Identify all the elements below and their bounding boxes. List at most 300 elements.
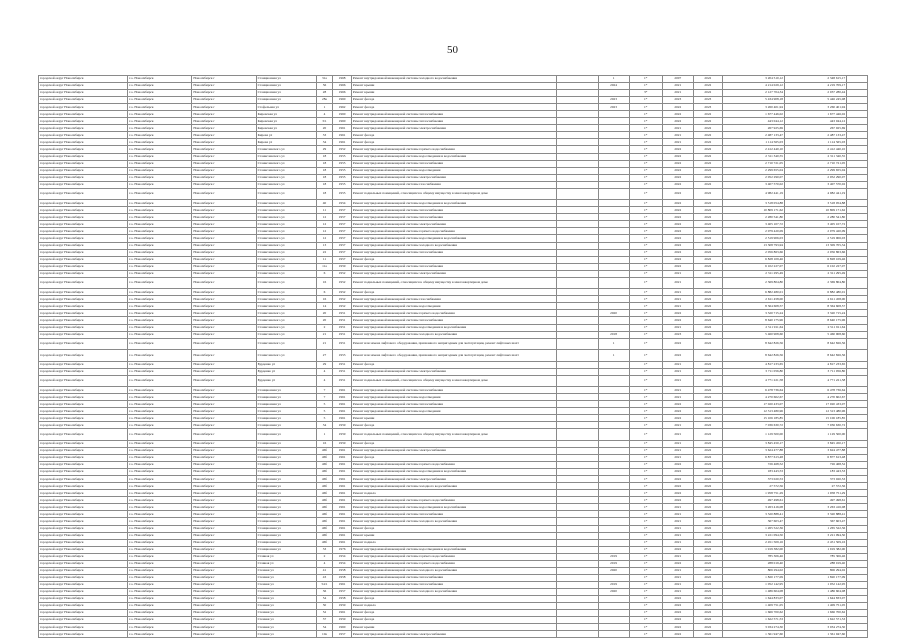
table-cell: Ремонт фасада [351, 617, 556, 624]
table-cell: городской округ Новосибирск [39, 581, 128, 588]
table-cell [598, 139, 629, 146]
table-cell: 2022 [693, 200, 722, 207]
table-cell-empty [847, 455, 868, 462]
table-cell: 1* [629, 553, 662, 560]
table-cell [557, 532, 598, 539]
table-cell: г.о. Новосибирск [128, 429, 192, 441]
table-cell-empty [847, 200, 868, 207]
table-cell: 2 369 804,80 [722, 277, 784, 289]
table-cell: 1 [598, 338, 629, 350]
table-cell: Ремонт внутридомовой инженерной системы водоотведения и водоснабжения [351, 546, 556, 553]
table-cell: Новосибирск г [192, 462, 256, 469]
table-row [39, 303, 868, 310]
table-cell: городской округ Новосибирск [39, 139, 128, 146]
table-cell: Станционная ул [256, 387, 316, 394]
table-cell: 11а [316, 263, 333, 270]
table-cell: 1* [629, 511, 662, 518]
table-cell [557, 228, 598, 235]
table-cell: Ремонт внутридомовой инженерной системы теплоснабжения [351, 214, 556, 221]
table-row [39, 338, 868, 350]
table-cell: 2022 [662, 624, 693, 631]
table-cell: Станиславского ул [256, 303, 316, 310]
table-cell [598, 303, 629, 310]
table-cell: г.о. Новосибирск [128, 476, 192, 483]
table-cell: Ремонт внутридомовой инженерной системы горячего водоснабжения [351, 228, 556, 235]
table-cell: 50 [316, 603, 333, 610]
table-cell: 2022 [662, 317, 693, 324]
table-row [39, 574, 868, 581]
table-cell: 1958 [333, 574, 352, 581]
table-cell: Ремонт внутридомовой инженерной системы газоснабжения [351, 181, 556, 188]
table-cell: г.о. Новосибирск [128, 462, 192, 469]
table-cell: 1957 [333, 249, 352, 256]
table-cell: Новосибирск г [192, 518, 256, 525]
table-cell: городской округ Новосибирск [39, 504, 128, 511]
table-cell: 3 221 094,50 [784, 532, 846, 539]
table-cell: Станционная ул [256, 476, 316, 483]
table-cell: 2 412 440,10 [784, 146, 846, 153]
table-cell: Новосибирск г [192, 228, 256, 235]
table-cell: 1* [629, 104, 662, 111]
table-cell-empty [847, 394, 868, 401]
table-cell: Ремонт подвальных помещений, относящихся к общему имуществу в многоквартирном доме [351, 277, 556, 289]
table-cell: Новосибирск г [192, 483, 256, 490]
table-cell: 2022 [662, 603, 693, 610]
table-cell [598, 525, 629, 532]
table-cell: 1 919 382,00 [784, 546, 846, 553]
table-cell: 13 308 793,94 [722, 242, 784, 249]
table-cell [598, 539, 629, 546]
table-cell: 2022 [693, 139, 722, 146]
table-cell: 2022 [693, 440, 722, 447]
table-cell: 2022 [662, 350, 693, 362]
table-cell: 1961 [333, 483, 352, 490]
table-cell: 1* [629, 440, 662, 447]
table-cell: 8 640 175,96 [784, 317, 846, 324]
table-cell: 1961 [333, 394, 352, 401]
table-cell: Ремонт внутридомовой инженерной системы горячего водоснабжения [351, 560, 556, 567]
table-cell: Стофельная ул [256, 104, 316, 111]
table-cell: 4 270 602,67 [784, 394, 846, 401]
table-cell: г.о. Новосибирск [128, 497, 192, 504]
table-cell: 2 451 509,16 [784, 539, 846, 546]
table-row [39, 617, 868, 624]
table-cell: городской округ Новосибирск [39, 324, 128, 331]
table-cell: городской округ Новосибирск [39, 603, 128, 610]
table-cell: 267 925,69 [722, 125, 784, 132]
table-cell: 1961 [333, 518, 352, 525]
table-cell: 2023 [598, 97, 629, 104]
table-cell: 1955 [333, 174, 352, 181]
table-cell: 6 478 736,64 [784, 387, 846, 394]
table-row [39, 174, 868, 181]
table-cell-empty [847, 188, 868, 200]
table-cell [557, 617, 598, 624]
table-row [39, 422, 868, 429]
table-cell: г.о. Новосибирск [128, 242, 192, 249]
table-cell: 13 [316, 242, 333, 249]
table-cell: 6 877 613,48 [784, 455, 846, 462]
table-cell: г.о. Новосибирск [128, 401, 192, 408]
table-cell: 1 129 500,00 [784, 429, 846, 441]
table-cell: 2022 [693, 448, 722, 455]
table-cell: городской округ Новосибирск [39, 532, 128, 539]
table-cell: 2022 [693, 532, 722, 539]
table-cell: 1 052 142,95 [784, 581, 846, 588]
table-cell: 2022 [662, 153, 693, 160]
table-cell: городской округ Новосибирск [39, 455, 128, 462]
table-cell [557, 214, 598, 221]
table-row [39, 504, 868, 511]
table-cell [598, 532, 629, 539]
table-cell [598, 153, 629, 160]
table-cell: Ремонт внутридомовой инженерной системы теплоснабжения [351, 317, 556, 324]
table-cell: 2022 [693, 631, 722, 638]
table-cell [598, 249, 629, 256]
table-cell: городской округ Новосибирск [39, 296, 128, 303]
table-cell: 1* [629, 331, 662, 338]
table-cell-empty [847, 317, 868, 324]
table-cell [598, 490, 629, 497]
table-row [39, 350, 868, 362]
table-cell [598, 174, 629, 181]
table-cell: г.о. Новосибирск [128, 539, 192, 546]
table-cell: 2022 [662, 338, 693, 350]
table-cell: 2 412 440,10 [722, 146, 784, 153]
table-cell: 2022 [693, 361, 722, 368]
table-cell: 726 468,52 [784, 462, 846, 469]
table-cell: 1 644 833,07 [784, 596, 846, 603]
table-cell: 18 [316, 181, 333, 188]
table-cell: городской округ Новосибирск [39, 375, 128, 387]
table-cell: 1* [629, 448, 662, 455]
table-cell: Станиславского ул [256, 167, 316, 174]
table-cell: Стенная ул [256, 567, 316, 574]
table-cell: 1 409 751,05 [722, 603, 784, 610]
table-row [39, 455, 868, 462]
table-cell: Станционная ул [256, 462, 316, 469]
table-cell: 2 056 863,66 [784, 249, 846, 256]
table-cell: 11 [316, 256, 333, 263]
table-cell [557, 153, 598, 160]
table-cell: 46б [316, 448, 333, 455]
table-cell-empty [847, 338, 868, 350]
table-cell [557, 394, 598, 401]
table-cell: Ремонт внутридомовой инженерной системы теплоснабжения [351, 160, 556, 167]
table-cell: Ремонт внутридомовой инженерной системы водоотведения [351, 167, 556, 174]
table-cell: городской округ Новосибирск [39, 118, 128, 125]
table-cell: 1955 [333, 188, 352, 200]
table-cell-empty [847, 118, 868, 125]
table-cell: Ремонт внутридомовой инженерной системы электроснабжения [351, 631, 556, 638]
table-row [39, 490, 868, 497]
table-cell: Ремонт фасада [351, 139, 556, 146]
table-cell: 2023 [693, 104, 722, 111]
table-cell: 3 624 477,88 [784, 448, 846, 455]
table-cell: 3 845 450,17 [722, 440, 784, 447]
table-cell: г.о. Новосибирск [128, 153, 192, 160]
table-cell: 8 642 826,56 [784, 350, 846, 362]
table-cell: Станционная ул [256, 546, 316, 553]
table-cell: 1955 [333, 181, 352, 188]
table-cell: г.о. Новосибирск [128, 235, 192, 242]
table-cell [598, 167, 629, 174]
table-cell: 2022 [662, 118, 693, 125]
table-cell [557, 546, 598, 553]
table-row [39, 546, 868, 553]
table-row [39, 263, 868, 270]
table-cell [557, 581, 598, 588]
table-cell: Ремонт внутридомовой инженерной системы холодного водоснабжения [351, 331, 556, 338]
table-cell: городской округ Новосибирск [39, 617, 128, 624]
table-cell: 1* [629, 476, 662, 483]
table-cell: 2021 [662, 553, 693, 560]
table-cell: Новосибирск г [192, 296, 256, 303]
table-cell: Ремонт внутридомовой инженерной системы водоотведения и водоснабжения [351, 153, 556, 160]
table-cell: 1* [629, 228, 662, 235]
table-cell: Новосибирск г [192, 125, 256, 132]
table-cell-empty [847, 76, 868, 83]
table-cell: 5 [316, 415, 333, 422]
table-cell: 1961 [333, 610, 352, 617]
table-cell: 10 809 171,62 [722, 207, 784, 214]
table-cell: 1* [629, 610, 662, 617]
table-cell [557, 440, 598, 447]
table-cell: 2022 [693, 610, 722, 617]
table-cell: г.о. Новосибирск [128, 504, 192, 511]
table-cell: 1957 [333, 221, 352, 228]
table-row [39, 581, 868, 588]
table-cell: 2022 [693, 317, 722, 324]
table-cell: городской округ Новосибирск [39, 394, 128, 401]
table-cell: 2022 [693, 270, 722, 277]
table-cell: 12 [316, 214, 333, 221]
table-cell: 1* [629, 490, 662, 497]
table-cell: 1961 [333, 448, 352, 455]
table-cell: Новосибирск г [192, 111, 256, 118]
table-cell: 18 [316, 174, 333, 181]
table-cell: 2022 [662, 408, 693, 415]
table-cell: Станционная ул [256, 483, 316, 490]
table-cell-empty [847, 132, 868, 139]
table-cell [598, 235, 629, 242]
table-cell: 1961 [333, 497, 352, 504]
table-cell [557, 256, 598, 263]
table-row [39, 111, 868, 118]
table-cell: Станиславского ул [256, 270, 316, 277]
table-cell: 6 102 227,07 [784, 263, 846, 270]
table-cell [598, 228, 629, 235]
table-cell: Ремонт крыши [351, 90, 556, 97]
table-cell: Ремонт подвальных помещений, относящихся к общему имуществу в многоквартирном доме [351, 188, 556, 200]
table-cell: г.о. Новосибирск [128, 317, 192, 324]
table-cell-empty [847, 228, 868, 235]
table-cell: 2022 [693, 511, 722, 518]
table-cell: Новосибирск г [192, 539, 256, 546]
table-cell: Станиславского ул [256, 146, 316, 153]
table-cell: 54 [316, 624, 333, 631]
table-cell: Стенная ул [256, 574, 316, 581]
table-cell: Станционная ул [256, 401, 316, 408]
table-row [39, 331, 868, 338]
table-cell: городской округ Новосибирск [39, 546, 128, 553]
table-row [39, 415, 868, 422]
table-cell-empty [847, 401, 868, 408]
table-cell: 183 443,53 [722, 469, 784, 476]
table-cell: 33 [316, 546, 333, 553]
table-cell: г.о. Новосибирск [128, 338, 192, 350]
table-cell-empty [847, 560, 868, 567]
table-cell: г.о. Новосибирск [128, 525, 192, 532]
table-cell: Ремонт внутридомовой инженерной системы горячего водоснабжения [351, 462, 556, 469]
table-cell-empty [847, 429, 868, 441]
table-cell-empty [847, 277, 868, 289]
table-cell: Ремонт внутридомовой инженерной системы водоотведения и водоснабжения [351, 504, 556, 511]
table-cell: городской округ Новосибирск [39, 422, 128, 429]
table-cell: г.о. Новосибирск [128, 448, 192, 455]
table-cell: г.о. Новосибирск [128, 256, 192, 263]
table-cell: Ремонт внутридомовой инженерной системы холодного водоснабжения [351, 588, 556, 595]
table-cell: Новосибирск г [192, 256, 256, 263]
table-cell: городской округ Новосибирск [39, 83, 128, 90]
table-cell: Станиславского ул [256, 310, 316, 317]
table-cell: Новосибирск г [192, 401, 256, 408]
table-cell: городской округ Новосибирск [39, 350, 128, 362]
table-cell: 2022 [662, 188, 693, 200]
table-cell: Новосибирск г [192, 207, 256, 214]
table-cell: Ремонт фасада [351, 525, 556, 532]
table-cell: Новосибирск г [192, 429, 256, 441]
table-cell: г.о. Новосибирск [128, 415, 192, 422]
table-cell: Новосибирск г [192, 76, 256, 83]
table-cell: 1957 [333, 588, 352, 595]
table-cell: городской округ Новосибирск [39, 277, 128, 289]
table-cell: Станиславского ул [256, 296, 316, 303]
table-cell: Станиславского ул [256, 235, 316, 242]
table-cell: 2022 [662, 111, 693, 118]
table-cell: Новосибирск г [192, 200, 256, 207]
table-cell [598, 90, 629, 97]
table-cell: 3 711 056,80 [784, 368, 846, 375]
table-cell: Новосибирск г [192, 511, 256, 518]
table-cell: 2021 [662, 525, 693, 532]
table-row [39, 603, 868, 610]
table-cell: Станционная ул [256, 497, 316, 504]
table-cell: Новосибирск г [192, 610, 256, 617]
table-cell: городской округ Новосибирск [39, 181, 128, 188]
table-cell [598, 483, 629, 490]
table-cell: 3 320 888,41 [722, 511, 784, 518]
table-cell [557, 97, 598, 104]
table-cell: 2 311 340,55 [722, 153, 784, 160]
table-cell: 2022 [693, 567, 722, 574]
table-cell-empty [847, 174, 868, 181]
table-cell: 1958 [333, 596, 352, 603]
table-cell: 3 624 477,88 [722, 448, 784, 455]
table-cell: 2024 [598, 83, 629, 90]
table-cell: Новосибирск г [192, 181, 256, 188]
table-cell: Ремонт внутридомовой инженерной системы горячего водоснабжения [351, 553, 556, 560]
table-cell: 2 710 721,05 [784, 160, 846, 167]
table-cell: 4 817 233,65 [722, 361, 784, 368]
table-row [39, 560, 868, 567]
table-cell: 3 260 401,94 [784, 104, 846, 111]
table-cell: Стенная ул [256, 610, 316, 617]
table-cell: городской округ Новосибирск [39, 76, 128, 83]
table-row [39, 153, 868, 160]
table-cell: Новосибирск г [192, 277, 256, 289]
table-cell: 2022 [693, 160, 722, 167]
table-cell: Новосибирск г [192, 490, 256, 497]
table-cell: Ремонт внутридомовой инженерной системы электроснабжения [351, 368, 556, 375]
table-cell: г.о. Новосибирск [128, 324, 192, 331]
table-cell: 7 [316, 394, 333, 401]
table-cell: г.о. Новосибирск [128, 111, 192, 118]
table-cell: 2022 [662, 462, 693, 469]
table-cell: Ремонт фасада [351, 361, 556, 368]
table-cell: г.о. Новосибирск [128, 118, 192, 125]
table-cell: г.о. Новосибирск [128, 160, 192, 167]
table-cell [598, 375, 629, 387]
table-cell: 29 [316, 361, 333, 368]
table-cell: Ремонт внутридомовой инженерной системы электроснабжения [351, 174, 556, 181]
table-row [39, 394, 868, 401]
table-cell: городской округ Новосибирск [39, 263, 128, 270]
table-cell: 2022 [693, 429, 722, 441]
table-cell: 46б [316, 469, 333, 476]
table-cell: г.о. Новосибирск [128, 221, 192, 228]
table-cell: городской округ Новосибирск [39, 631, 128, 638]
table-cell: Новосибирск г [192, 603, 256, 610]
table-cell: г.о. Новосибирск [128, 387, 192, 394]
table-cell: г.о. Новосибирск [128, 361, 192, 368]
table-cell: г.о. Новосибирск [128, 631, 192, 638]
table-cell-empty [847, 153, 868, 160]
table-cell: 5 460 908,60 [722, 331, 784, 338]
table-cell-empty [847, 270, 868, 277]
table-cell: 1* [629, 139, 662, 146]
table-row [39, 532, 868, 539]
table-row [39, 270, 868, 277]
table-cell [598, 361, 629, 368]
table-cell: 2021 [662, 289, 693, 296]
table-cell: городской округ Новосибирск [39, 132, 128, 139]
table-row [39, 118, 868, 125]
table-cell: 54/1 [316, 581, 333, 588]
table-cell [598, 429, 629, 441]
table-cell: 1* [629, 387, 662, 394]
table-cell: Новосибирск г [192, 167, 256, 174]
table-cell: 1 666 700,62 [784, 610, 846, 617]
table-cell: Станиславского ул [256, 331, 316, 338]
table-cell: 52 [316, 610, 333, 617]
table-cell: Новосибирск г [192, 83, 256, 90]
table-cell: городской округ Новосибирск [39, 289, 128, 296]
table-cell: Ремонт внутридомовой инженерной системы теплоснабжения [351, 249, 556, 256]
table-cell: 1* [629, 361, 662, 368]
table-cell-empty [847, 235, 868, 242]
table-cell: 3 518 054,88 [784, 200, 846, 207]
table-cell: 1961 [333, 511, 352, 518]
table-cell: 2023 [662, 97, 693, 104]
table-cell: городской округ Новосибирск [39, 429, 128, 441]
table-cell: Ставная ул [256, 560, 316, 567]
table-cell: городской округ Новосибирск [39, 440, 128, 447]
table-cell: Станционная ул [256, 440, 316, 447]
table-cell: 2021 [662, 455, 693, 462]
table-cell: 2 280 541,80 [722, 214, 784, 221]
table-cell: 2021 [662, 361, 693, 368]
